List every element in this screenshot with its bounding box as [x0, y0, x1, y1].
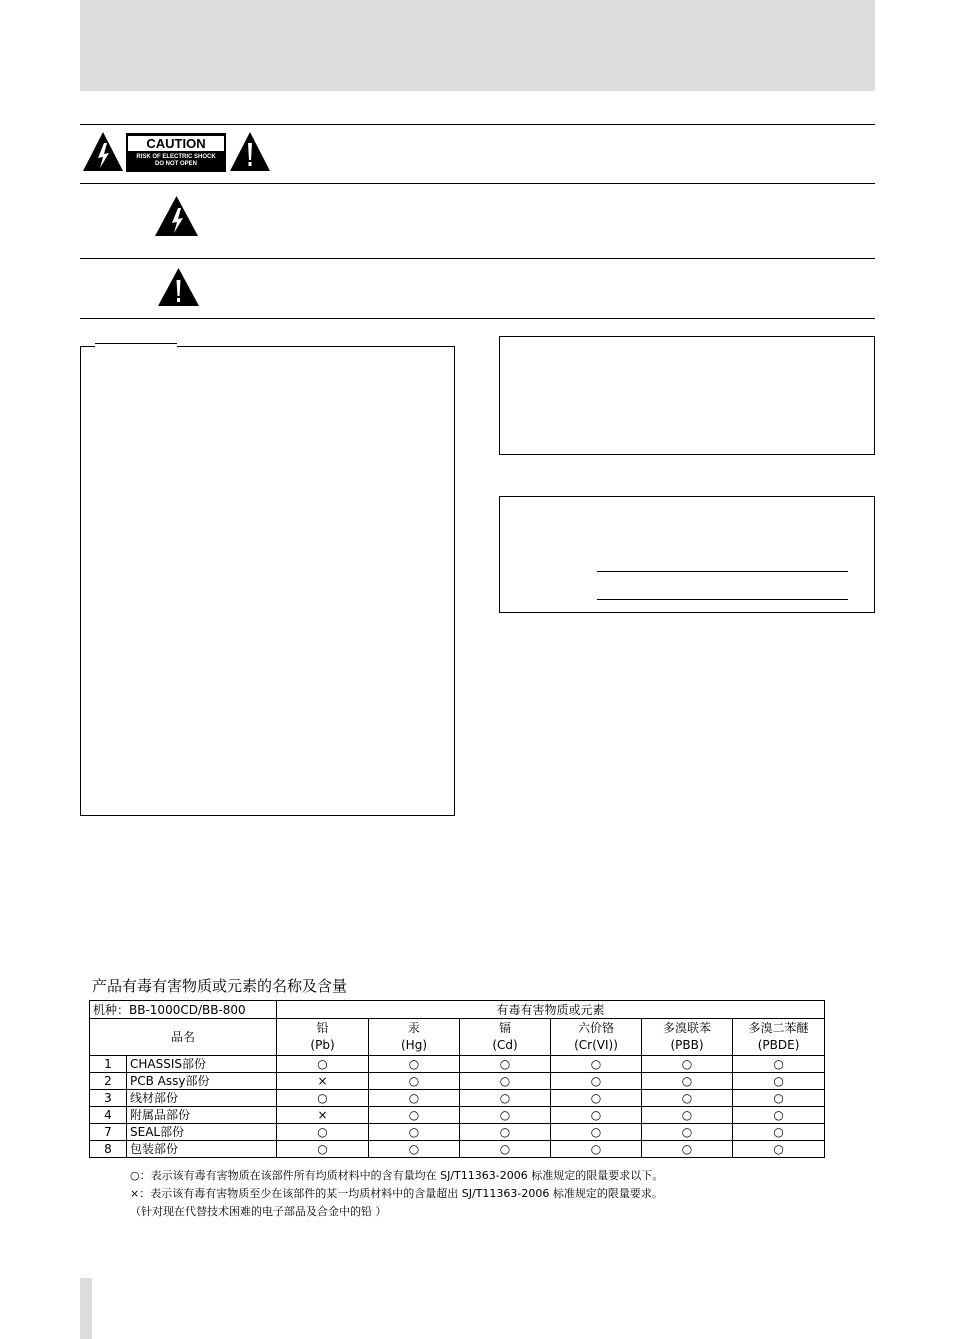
substance-mark: ○ — [460, 1056, 551, 1073]
substance-mark: ○ — [460, 1090, 551, 1107]
substance-mark: ○ — [369, 1073, 460, 1090]
substance-mark: ○ — [460, 1124, 551, 1141]
part-name: CHASSIS部份 — [127, 1056, 277, 1073]
substance-mark: ○ — [369, 1107, 460, 1124]
substance-mark: ○ — [733, 1124, 825, 1141]
row-number: 7 — [90, 1124, 127, 1141]
substance-mark: ○ — [551, 1090, 642, 1107]
row-number: 3 — [90, 1090, 127, 1107]
table-row — [90, 1073, 825, 1090]
record-box — [499, 496, 875, 613]
rohs-substance-header: 镉 (Cd) — [460, 1019, 551, 1056]
substance-mark: ○ — [733, 1056, 825, 1073]
caution-line-2: DO NOT OPEN — [154, 161, 197, 167]
rohs-note-lead-exemption: （针对现在代替技术困难的电子部品及合金中的铅 ） — [130, 1205, 387, 1218]
rohs-group-header: 有毒有害物质或元素 — [277, 1001, 825, 1019]
part-name: 线材部份 — [127, 1090, 277, 1107]
right-panel-box — [499, 336, 875, 455]
part-name: PCB Assy部份 — [127, 1073, 277, 1090]
rohs-note-circle: ○：表示该有毒有害物质在该部件所有均质材料中的含有量均在 SJ/T11363-2006 标准规定的限量要求以下。 — [130, 1169, 664, 1182]
substance-mark: ○ — [642, 1073, 733, 1090]
substance-mark: ○ — [460, 1107, 551, 1124]
substance-mark: ○ — [642, 1107, 733, 1124]
substance-mark: ○ — [277, 1090, 369, 1107]
substance-mark: ○ — [733, 1073, 825, 1090]
rohs-note-cross: ×：表示该有毒有害物质至少在该部件的某一均质材料中的含量超出 SJ/T11363-2006 标准规定的限量要求。 — [130, 1187, 663, 1200]
lightning-warning-icon — [154, 195, 199, 237]
rohs-substance-header: 多溴联苯 (PBB) — [642, 1019, 733, 1056]
left-panel-box — [80, 346, 455, 816]
divider-top — [80, 124, 875, 125]
table-row — [90, 1124, 825, 1141]
record-underline-2 — [597, 599, 848, 600]
table-row — [90, 1056, 825, 1073]
lightning-warning-icon — [82, 131, 124, 172]
exclamation-warning-icon — [157, 267, 200, 307]
substance-mark: ○ — [460, 1141, 551, 1158]
substance-mark: ○ — [369, 1124, 460, 1141]
part-name: 包装部份 — [127, 1141, 277, 1158]
substance-mark: ○ — [642, 1090, 733, 1107]
rohs-title: 产品有毒有害物质或元素的名称及含量 — [92, 977, 348, 995]
part-name: SEAL部份 — [127, 1124, 277, 1141]
substance-mark: ○ — [733, 1141, 825, 1158]
page-edge-marker — [80, 1278, 92, 1339]
row-number: 4 — [90, 1107, 127, 1124]
header-band — [80, 0, 875, 91]
caution-label — [126, 133, 226, 172]
substance-mark: × — [277, 1107, 369, 1124]
rohs-substance-header: 铅 (Pb) — [277, 1019, 369, 1056]
substance-mark: ○ — [277, 1056, 369, 1073]
substance-mark: ○ — [551, 1107, 642, 1124]
caution-line-1: RISK OF ELECTRIC SHOCK — [136, 154, 216, 160]
substance-mark: ○ — [369, 1056, 460, 1073]
substance-mark: ○ — [277, 1124, 369, 1141]
row-number: 8 — [90, 1141, 127, 1158]
table-row — [90, 1090, 825, 1107]
divider-2 — [80, 258, 875, 259]
table-row — [90, 1107, 825, 1124]
rohs-substance-header: 六价铬 (Cr(VI)) — [551, 1019, 642, 1056]
substance-mark: ○ — [369, 1141, 460, 1158]
rohs-table-body — [90, 1056, 825, 1158]
rohs-part-name-header: 品名 — [90, 1019, 277, 1056]
caution-title: CAUTION — [128, 136, 224, 151]
substance-mark: ○ — [369, 1090, 460, 1107]
rohs-substance-header: 多溴二苯醚 (PBDE) — [733, 1019, 825, 1056]
substance-mark: × — [277, 1073, 369, 1090]
substance-mark: ○ — [551, 1056, 642, 1073]
substance-mark: ○ — [551, 1124, 642, 1141]
rohs-table — [89, 1000, 825, 1158]
rohs-substance-header: 汞 (Hg) — [369, 1019, 460, 1056]
substance-mark: ○ — [642, 1141, 733, 1158]
substance-mark: ○ — [642, 1056, 733, 1073]
substance-mark: ○ — [460, 1073, 551, 1090]
substance-mark: ○ — [642, 1124, 733, 1141]
record-underline-1 — [597, 571, 848, 572]
divider-3 — [80, 318, 875, 319]
part-name: 附属品部份 — [127, 1107, 277, 1124]
table-row — [90, 1141, 825, 1158]
substance-mark: ○ — [551, 1073, 642, 1090]
substance-mark: ○ — [551, 1141, 642, 1158]
row-number: 2 — [90, 1073, 127, 1090]
row-number: 1 — [90, 1056, 127, 1073]
substance-mark: ○ — [277, 1141, 369, 1158]
rohs-notes — [130, 1167, 663, 1221]
rohs-model-label: 机种：BB-1000CD/BB-800 — [90, 1001, 277, 1019]
exclamation-warning-icon — [229, 131, 271, 172]
divider-1 — [80, 183, 875, 184]
substance-mark: ○ — [733, 1107, 825, 1124]
left-panel-tab — [95, 343, 177, 349]
substance-mark: ○ — [733, 1090, 825, 1107]
